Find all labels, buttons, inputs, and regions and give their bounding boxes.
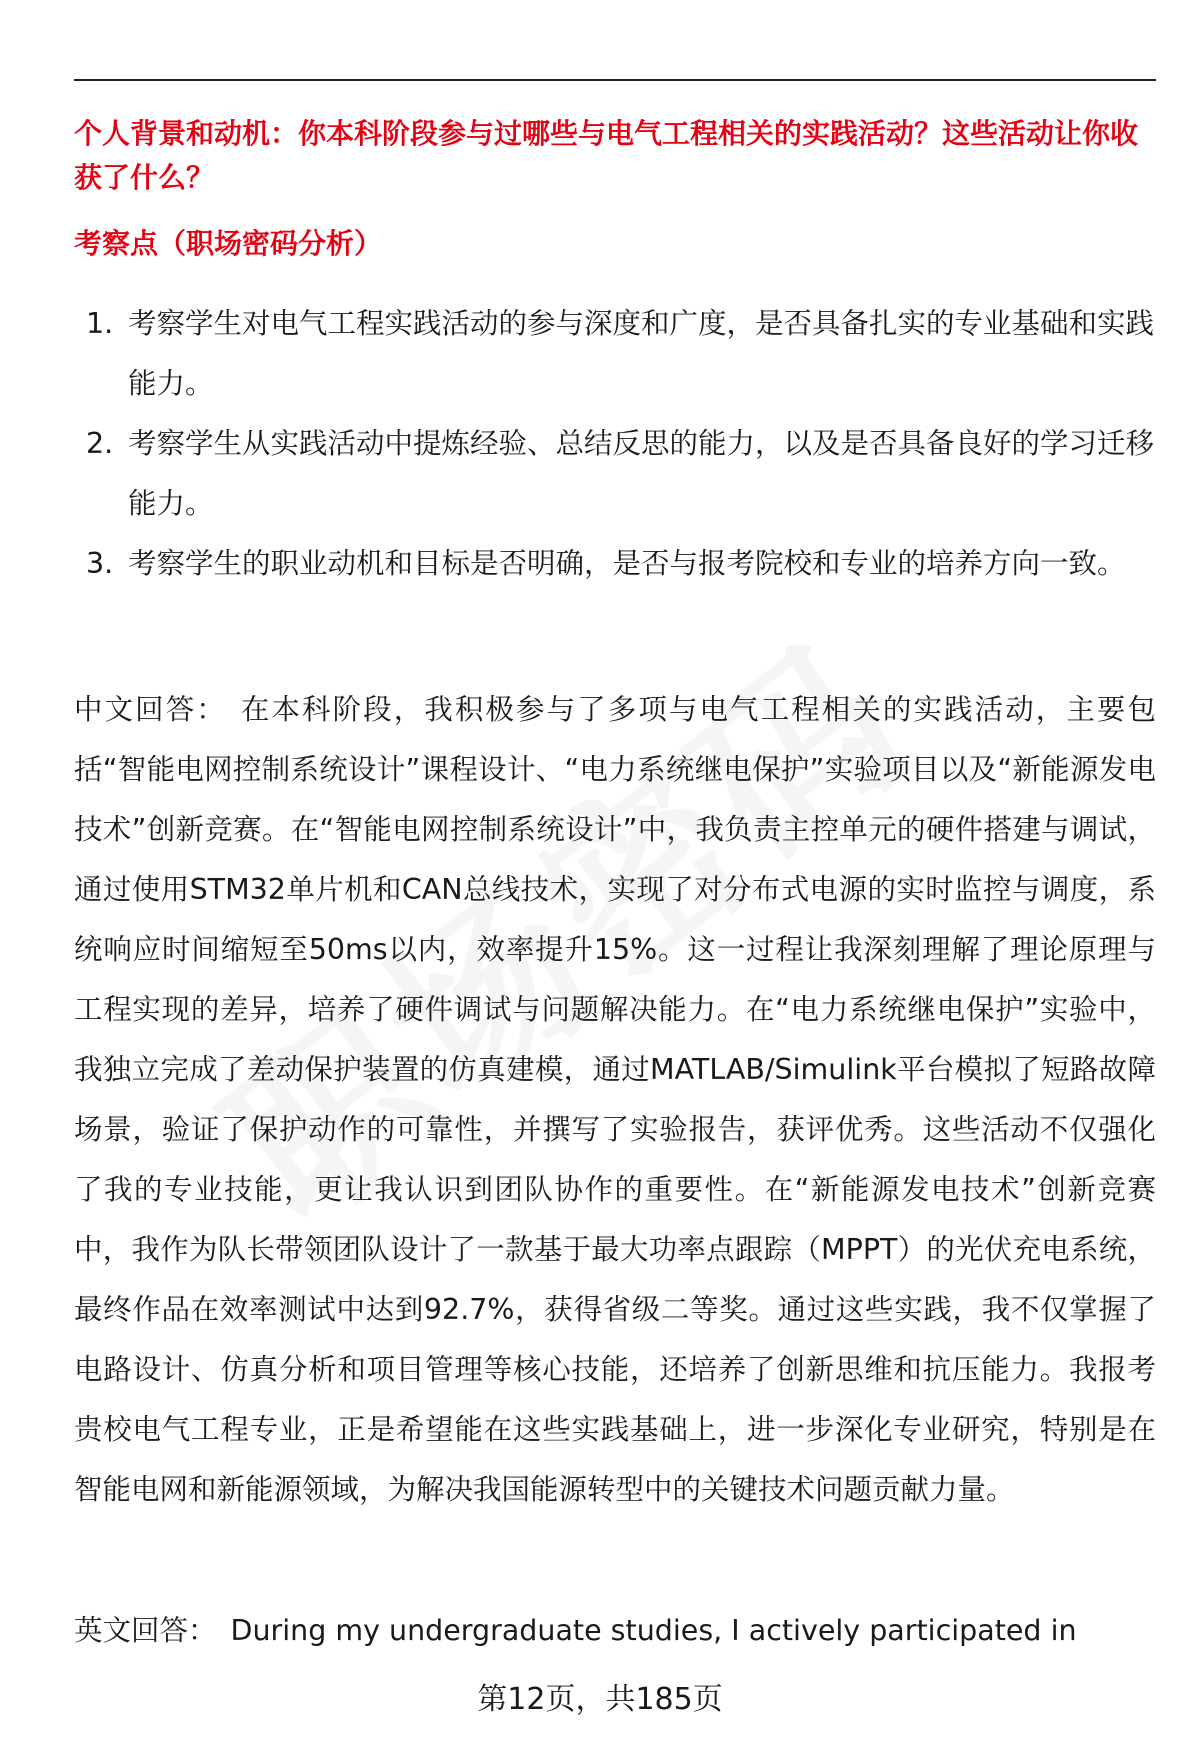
english-answer [74, 1601, 1156, 1661]
list-item [74, 534, 1156, 594]
page-number: 第12页，共185页 [477, 1682, 723, 1717]
list-item-text: 考察学生从实践活动中提炼经验、总结反思的能力，以及是否具备良好的学习迁移能力。 [128, 427, 1155, 520]
list-item-number: 1. [86, 307, 114, 340]
chinese-answer [74, 680, 1156, 1520]
chinese-answer-text: 在本科阶段，我积极参与了多项与电气工程相关的实践活动，主要包括“智能电网控制系统设计”课程设计、“电力系统继电保护”实验项目以及“新能源发电技术”创新竞赛。在“智能电网控制系统设计”中，我负责主控单元的硬件搭建与调试，通过使用STM32单片机和CAN总线技术，实现了对分布式电源的实时监控与调度，系统响应时间缩短至50ms以内，效率提升15%。这一过程让我深刻理解了理论原理与工程实现的差异，培养了硬件调试与问题解决能力。在“电力系统继电保护”实验中，我独立完成了差动保护装置的仿真建模，通过MATLAB/Simulink平台模拟了短路故障场景，验证了保护动作的可靠性，并撰写了实验报告，获评优秀。这些活动不仅强化了我的专业技能，更让我认识到团队协作的重要性。在“新能源发电技术”创新竞赛中，我作为队长带领团队设计了一款基于最大功率点跟踪（MPPT）的光伏充电系统，最终作品在效率测试中达到92.7%，获得省级二等奖。通过这些实践，我不仅掌握了电路设计、仿真分析和项目管理等核心技能，还培养了创新思维和抗压能力。我报考贵校电气工程专业，正是希望能在这些实践基础上，进一步深化专业研究，特别是在智能电网和新能源领域，为解决我国能源转型中的关键技术问题贡献力量。 [74, 693, 1156, 1506]
section-heading: 考察点（职场密码分析） [74, 227, 383, 260]
list-item [74, 414, 1156, 534]
english-answer-text: During my undergraduate studies, I actively participated in [230, 1614, 1077, 1647]
list-item-number: 2. [86, 427, 114, 460]
assessment-points-list [74, 294, 1156, 594]
list-item [74, 294, 1156, 414]
question-heading: 个人背景和动机：你本科阶段参与过哪些与电气工程相关的实践活动？这些活动让你收获了什么？ [74, 117, 1139, 194]
top-rule [74, 79, 1156, 81]
list-item-number: 3. [86, 547, 114, 580]
list-item-text: 考察学生对电气工程实践活动的参与深度和广度，是否具备扎实的专业基础和实践能力。 [128, 307, 1155, 400]
english-answer-label: 英文回答： [74, 1614, 217, 1647]
list-item-text: 考察学生的职业动机和目标是否明确，是否与报考院校和专业的培养方向一致。 [128, 547, 1126, 580]
chinese-answer-label: 中文回答： [74, 693, 227, 726]
